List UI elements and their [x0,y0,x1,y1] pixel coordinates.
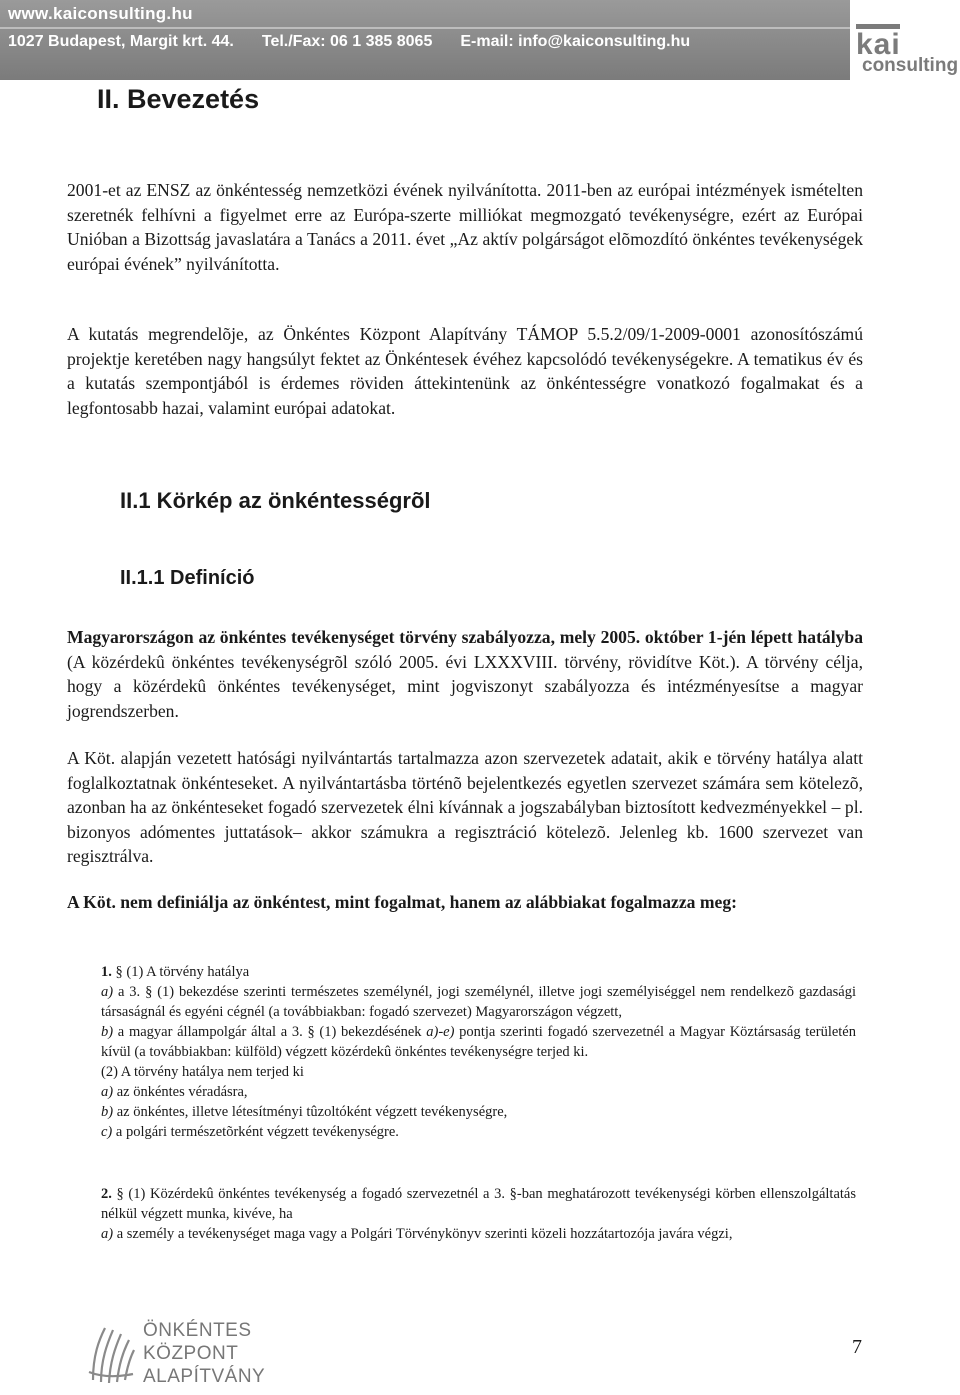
definition-bold-lead: Magyarországon az önkéntes tevékenységet törvény szabályozza, mely 2005. október 1-jén lépett hatályba [67,627,863,647]
law-item2-number: 2. [101,1186,112,1202]
subsubsection-title: II.1.1 Definíció [120,567,255,589]
section-title: II. Bevezetés [97,84,260,114]
header-divider [0,27,850,29]
law-text-2c: a polgári természetõrként végzett tevékenységre. [112,1124,399,1140]
intro-paragraph-2: A kutatás megrendelõje, az Önkéntes Központ Alapítvány TÁMOP 5.5.2/09/1-2009-0001 azonosítószámú projektje keretében nagy hangsúlyt fektet az Önkéntesek évéhez kapcsolódó tevékenységekre. A tematikus év és a kutatás szempontjából is érdemes röviden áttekintenünk az önkéntességre vonatkozó fogalmakat és a legfontosabb hazai, valamint európai adatokat. [67,324,863,418]
header-email: E-mail: info@kaiconsulting.hu [460,33,691,50]
law-item-b [80,1022,856,1062]
law-label-a: a) [101,984,114,1000]
page-number: 7 [852,1336,862,1358]
definition-paragraph-1 [67,625,863,723]
law-text-a: a 3. § (1) bekezdése szerinti természetes személynél, jogi személynél, illetve jogi személyiséggel nem rendelkezõ gazdasági társaságnál és egyéni cégnél (a továbbiakban: fogadó szervezet) Magyarországon végzett, [101,984,856,1020]
hands-emblem-icon [85,1320,137,1388]
law-text-b-ital: a)-e) [426,1024,455,1040]
header-address: 1027 Budapest, Margit krt. 44. [8,33,234,50]
footer-logo-line2: KÖZPONT [143,1343,239,1364]
law-text-2a: az önkéntes véradásra, [113,1084,248,1100]
law-text-2b: az önkéntes, illetve létesítményi tûzoltóként végzett tevékenységre, [113,1104,508,1120]
law-label-2b: b) [101,1104,114,1120]
subsection-title: II.1 Körkép az önkéntességrõl [120,488,431,513]
law-label-2a: a) [101,1084,114,1100]
law-item2-heading: § (1) Közérdekû önkéntes tevékenység a fogadó szervezetnél a 3. §-ban meghatározott tevékenységi körben ellenszolgáltatás nélkül végzett munka, kivéve, ha [101,1186,856,1222]
footer-logo-line1: ÖNKÉNTES [143,1320,252,1341]
law-label-b: b) [101,1024,114,1040]
law-item-2: (2) A törvény hatálya nem terjed ki [101,1064,304,1080]
law-excerpt-1 [80,962,856,1142]
definition-paragraph-2: A Köt. alapján vezetett hatósági nyilvántartás tartalmazza azon szervezetek adatait, akik e törvény hatálya alatt foglalkoztatnak önkénteseket. A nyilvántartásba történõ bejelentkezés egyetlen szervezet számára sem kötelezõ, azonban ha az önkénteseket fogadó szervezetek élni kívánnak a jogszabályban biztosított kedvezményekkel – pl. bizonyos adómentes juttatások– akkor számukra a regisztráció kötelezõ. Jelenleg kb. 1600 szervezet van regisztrálva. [67,748,863,866]
law-excerpt-2 [80,1184,856,1244]
header-phone: Tel./Fax: 06 1 385 8065 [261,33,433,50]
law-text-b-post: pontja szerinti fogadó szervezetnél a Magyar Köztársaság területén kívül (a továbbiakban: külföld) végzett közérdekû önkéntes tevékenységre terjed ki. [101,1024,856,1060]
footer-logo-line3: ALAPÍTVÁNY [143,1366,266,1387]
kai-logo-text: kai [856,28,901,61]
law-item-2c [80,1122,856,1142]
onkentes-kozpont-logo [85,1318,265,1392]
law-item-2b [80,1102,856,1122]
law-item-2a [80,1082,856,1102]
law-label-2c: c) [101,1124,113,1140]
header-contact-row [8,33,690,51]
kai-logo-consulting: consulting [862,55,959,76]
law-label2-a: a) [101,1226,114,1242]
law-item-number: 1. [101,964,112,980]
intro-paragraph-1: 2001-et az ENSZ az önkéntesség nemzetközi évének nyilvánította. 2011-ben az európai intézmények ismételten szeretnék felhívni a figyelmet erre az Európa-szerte milliókat megmozgató tevékenységre, ezért az Európai Unióban a Bizottság javaslatára a Tanács a 2011. évet „Az aktív polgárságot elõmozdító önkéntes tevékenységek európai évének” nyilvánította. [67,180,863,274]
law-item-a [80,982,856,1022]
law-item2-a [80,1224,856,1244]
law-text-b-pre: a magyar állampolgár által a 3. § (1) bekezdésének [113,1024,427,1040]
header-website: www.kaiconsulting.hu [8,4,193,23]
page-header [0,0,960,80]
law-item-heading: § (1) A törvény hatálya [111,964,250,980]
definition-paragraph-3: A Köt. nem definiálja az önkéntest, mint fogalmat, hanem az alábbiakat fogalmazza meg: [67,892,737,912]
definition-rest: (A közérdekû önkéntes tevékenységrõl szóló 2005. évi LXXXVIII. törvény, rövidítve Köt.). A törvény célja, hogy a közérdekû önkéntes tevékenységet, mint jogviszonyt szabályozza és intézményesítse a magyar jogrendszerben. [67,651,863,721]
law-text2-a: a személy a tevékenységet maga vagy a Polgári Törvénykönyv szerinti közeli hozzátartozója javára végzi, [113,1226,733,1242]
